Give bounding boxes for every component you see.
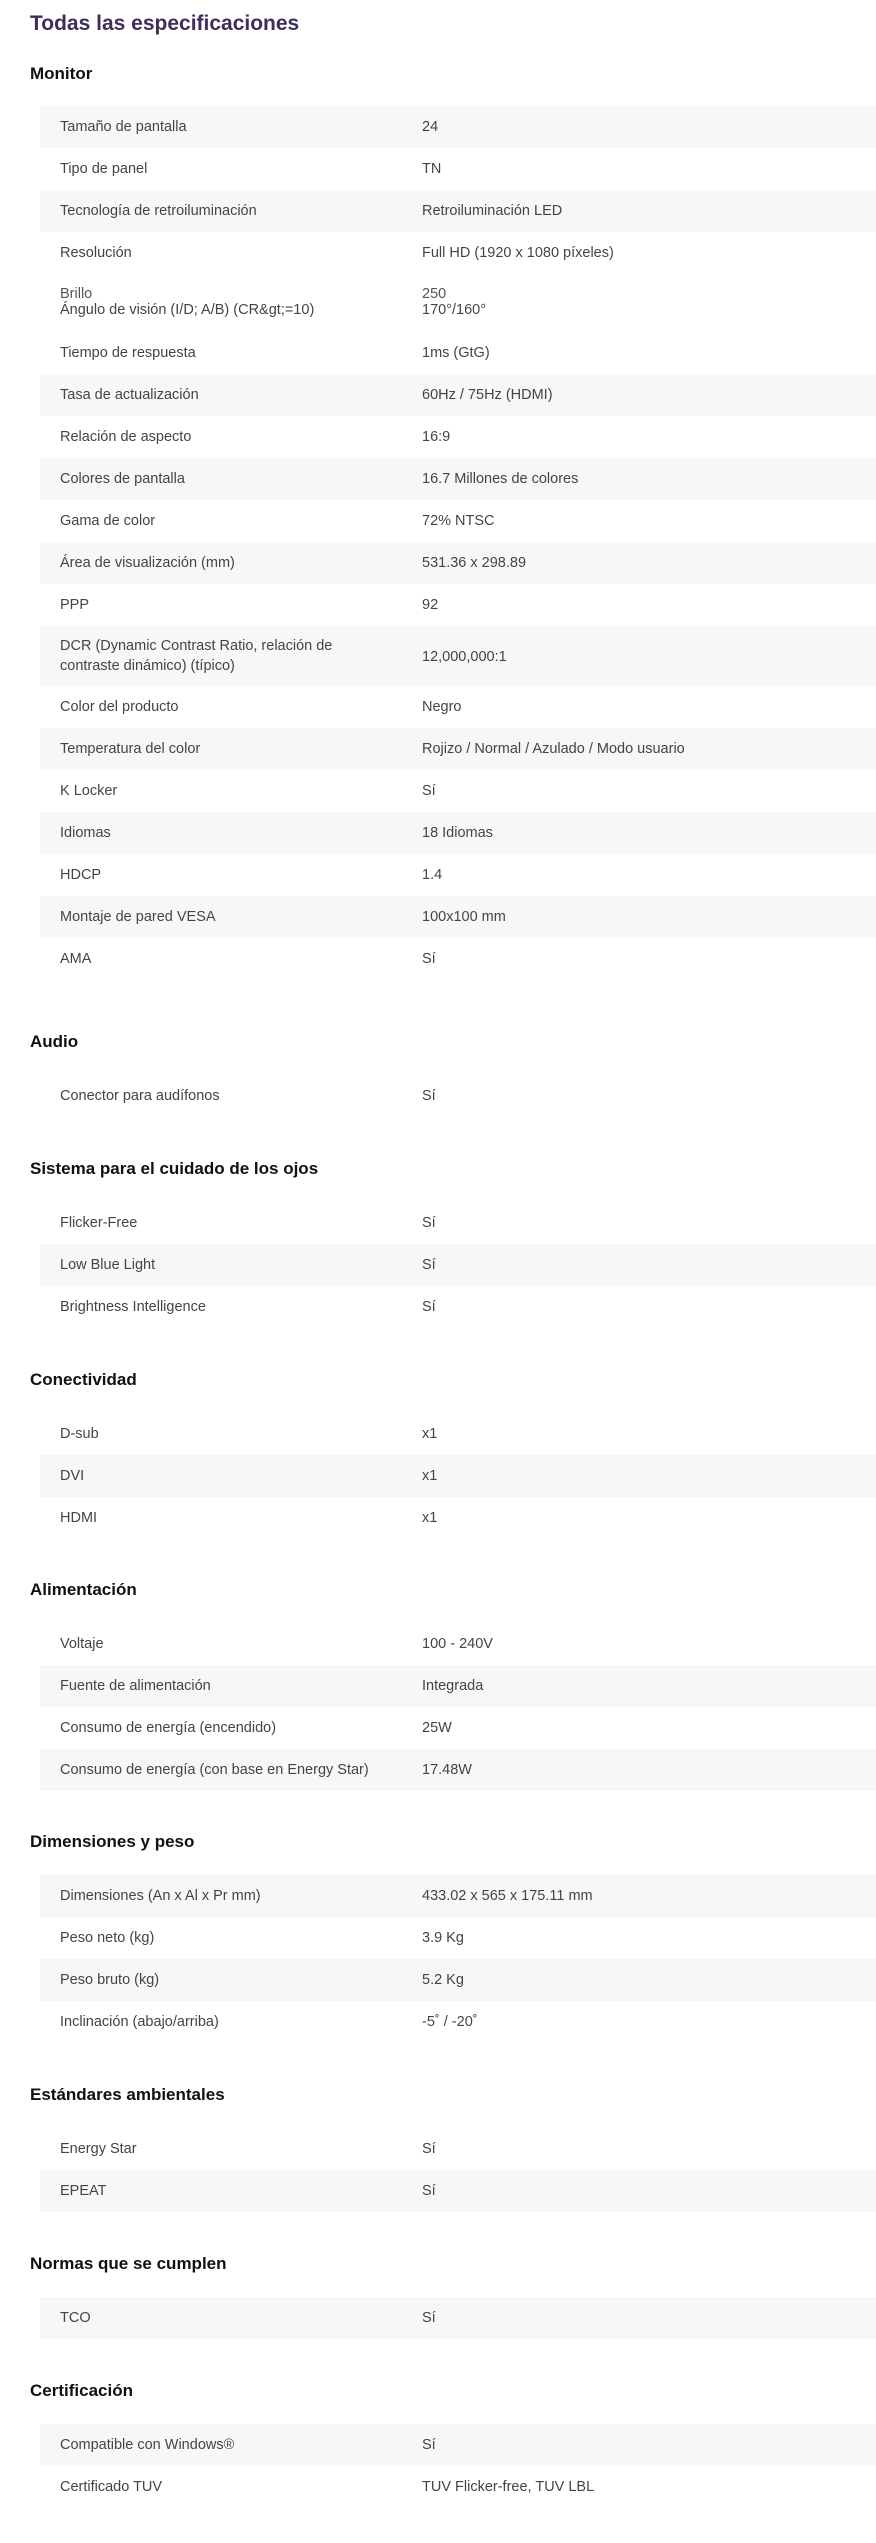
spec-value: 1ms (GtG) (422, 345, 490, 361)
spec-value: Full HD (1920 x 1080 píxeles) (422, 245, 614, 261)
table-row (40, 1959, 876, 2001)
spec-label: Brillo (60, 286, 93, 302)
table-row (40, 292, 876, 332)
spec-table-environmental (40, 2128, 876, 2212)
spec-value: Sí (422, 1299, 436, 1315)
spec-label: Tipo de panel (60, 161, 148, 177)
spec-label: Ángulo de visión (I/D; A/B) (CR&gt;=10) (60, 302, 315, 318)
spec-label: Inclinación (abajo/arriba) (60, 2014, 219, 2030)
spec-value: 25W (422, 1720, 452, 1736)
spec-value: Negro (422, 699, 462, 715)
table-row (40, 2128, 876, 2170)
spec-label: D-sub (60, 1426, 99, 1442)
page-title: Todas las especificaciones (30, 12, 300, 35)
section-title-dimensions: Dimensiones y peso (30, 1832, 195, 1851)
table-row (40, 2001, 876, 2043)
spec-label: Certificado TUV (60, 2479, 163, 2495)
spec-value: 433.02 x 565 x 175.11 mm (422, 1888, 593, 1904)
spec-value: 5.2 Kg (422, 1972, 464, 1988)
spec-label: HDMI (60, 1510, 98, 1526)
spec-value: Rojizo / Normal / Azulado / Modo usuario (422, 741, 685, 757)
table-row (40, 626, 876, 686)
section-title-environmental: Estándares ambientales (30, 2085, 225, 2104)
table-row (40, 1075, 876, 1117)
spec-label: Peso bruto (kg) (60, 1972, 160, 1988)
spec-value: Sí (422, 783, 436, 799)
table-row (40, 770, 876, 812)
table-row (40, 584, 876, 626)
spec-value: Sí (422, 2141, 436, 2157)
spec-value: 92 (422, 597, 439, 613)
spec-label: Peso neto (kg) (60, 1930, 155, 1946)
table-row (40, 542, 876, 584)
spec-value: 250 (422, 286, 447, 302)
table-row (40, 1749, 876, 1791)
spec-label: Relación de aspecto (60, 429, 192, 445)
spec-value: Sí (422, 2310, 436, 2326)
spec-label: DCR (Dynamic Contrast Ratio, relación de contraste dinámico) (típico) (60, 638, 333, 674)
spec-label: DVI (60, 1468, 85, 1484)
spec-value: Integrada (422, 1678, 484, 1694)
spec-label: Consumo de energía (con base en Energy Star) (60, 1762, 369, 1778)
table-row (40, 2424, 876, 2466)
table-row (40, 854, 876, 896)
table-row (40, 2297, 876, 2339)
spec-value: 17.48W (422, 1762, 472, 1778)
spec-value: 24 (422, 119, 439, 135)
spec-table-standards (40, 2297, 876, 2339)
spec-value: 16.7 Millones de colores (422, 471, 579, 487)
table-row (40, 938, 876, 980)
spec-label: Consumo de energía (encendido) (60, 1720, 277, 1736)
spec-value: 170°/160° (422, 302, 487, 318)
table-row (40, 1286, 876, 1328)
spec-value: 72% NTSC (422, 513, 495, 529)
table-row (40, 332, 876, 374)
spec-label: Flicker-Free (60, 1215, 138, 1231)
spec-value: 100 - 240V (422, 1636, 493, 1652)
table-row (40, 686, 876, 728)
section-title-audio: Audio (30, 1032, 79, 1051)
spec-label: Tasa de actualización (60, 387, 199, 403)
spec-value: 60Hz / 75Hz (HDMI) (422, 387, 553, 403)
spec-label: K Locker (60, 783, 118, 799)
spec-label: TCO (60, 2310, 91, 2326)
spec-label: Low Blue Light (60, 1257, 156, 1273)
table-row (40, 232, 876, 274)
spec-label: PPP (60, 597, 90, 613)
table-row (40, 1244, 876, 1286)
table-row (40, 896, 876, 938)
spec-table-certification (40, 2424, 876, 2508)
spec-table-monitor-continued (40, 292, 876, 980)
table-row (40, 812, 876, 854)
spec-value: 3.9 Kg (422, 1930, 464, 1946)
spec-value: -5˚ / -20˚ (422, 2014, 478, 2030)
table-row (40, 728, 876, 770)
spec-label: Gama de color (60, 513, 156, 529)
table-row (40, 1875, 876, 1917)
spec-value: 16:9 (422, 429, 451, 445)
spec-value: Sí (422, 951, 436, 967)
spec-label: Temperatura del color (60, 741, 201, 757)
table-row (40, 1917, 876, 1959)
spec-label: Colores de pantalla (60, 471, 185, 487)
spec-table-monitor (40, 106, 876, 274)
spec-label: Tamaño de pantalla (60, 119, 187, 135)
table-row (40, 106, 876, 148)
table-row (40, 1455, 876, 1497)
spec-value: 100x100 mm (422, 909, 506, 925)
spec-label: Tiempo de respuesta (60, 345, 196, 361)
spec-label: Área de visualización (mm) (60, 555, 235, 571)
spec-value: 18 Idiomas (422, 825, 493, 841)
spec-label: Compatible con Windows® (60, 2437, 235, 2453)
spec-table-dimensions (40, 1875, 876, 2043)
spec-value: Sí (422, 1215, 436, 1231)
table-row (40, 148, 876, 190)
spec-value: 531.36 x 298.89 (422, 555, 527, 571)
spec-label: EPEAT (60, 2183, 107, 2199)
table-row (40, 2466, 876, 2508)
spec-label: Resolución (60, 245, 132, 261)
section-title-standards: Normas que se cumplen (30, 2254, 227, 2273)
table-row (40, 1202, 876, 1244)
spec-value: x1 (422, 1426, 438, 1442)
spec-value: Sí (422, 1088, 436, 1104)
spec-value: Sí (422, 2437, 436, 2453)
spec-label: HDCP (60, 867, 102, 883)
spec-label: Brightness Intelligence (60, 1299, 206, 1315)
table-row (40, 458, 876, 500)
section-title-certification: Certificación (30, 2381, 133, 2400)
table-row (40, 2170, 876, 2212)
table-row (40, 1497, 876, 1539)
spec-value: TUV Flicker-free, TUV LBL (422, 2479, 595, 2495)
spec-table-eye-care (40, 1202, 876, 1328)
spec-value: x1 (422, 1468, 438, 1484)
spec-label: Montaje de pared VESA (60, 909, 216, 925)
spec-value: Sí (422, 1257, 436, 1273)
section-title-monitor: Monitor (30, 64, 93, 83)
table-row (40, 190, 876, 232)
table-row (40, 1707, 876, 1749)
spec-label: Fuente de alimentación (60, 1678, 211, 1694)
spec-label: Energy Star (60, 2141, 137, 2157)
section-title-connectivity: Conectividad (30, 1370, 137, 1389)
table-row (40, 500, 876, 542)
spec-value: 1.4 (422, 867, 443, 883)
table-row (40, 1413, 876, 1455)
spec-value: x1 (422, 1510, 438, 1526)
spec-value: TN (422, 161, 442, 177)
spec-value: Sí (422, 2183, 436, 2199)
spec-label: Idiomas (60, 825, 111, 841)
spec-label: Tecnología de retroiluminación (60, 203, 257, 219)
spec-table-audio (40, 1075, 876, 1117)
section-title-power: Alimentación (30, 1580, 137, 1599)
table-row (40, 1665, 876, 1707)
table-row (40, 374, 876, 416)
section-title-eye-care: Sistema para el cuidado de los ojos (30, 1159, 319, 1178)
spec-label: Voltaje (60, 1636, 104, 1652)
overlapped-row (40, 281, 876, 302)
spec-label: AMA (60, 951, 92, 967)
spec-value: 12,000,000:1 (422, 649, 507, 665)
table-row (40, 1623, 876, 1665)
spec-value: Retroiluminación LED (422, 203, 563, 219)
spec-table-connectivity (40, 1413, 876, 1539)
table-row (40, 416, 876, 458)
spec-label: Dimensiones (An x Al x Pr mm) (60, 1888, 261, 1904)
spec-label: Conector para audífonos (60, 1088, 220, 1104)
spec-label: Color del producto (60, 699, 179, 715)
spec-table-power (40, 1623, 876, 1791)
